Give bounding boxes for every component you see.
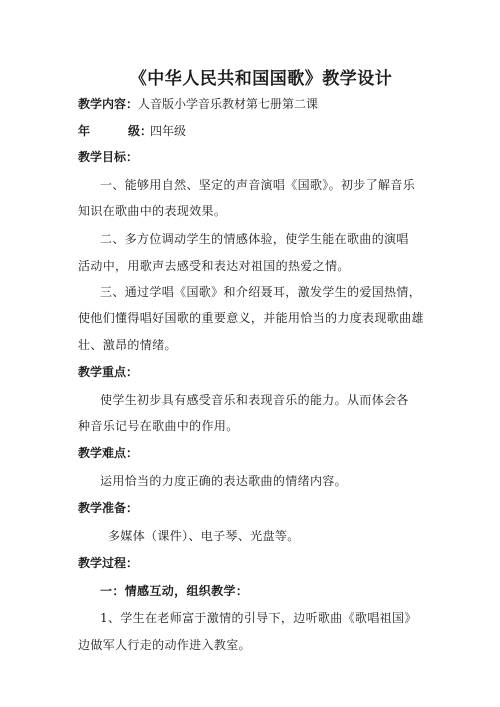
process-step-1-line-2: 边做军人行走的动作进入教室。 (78, 638, 251, 652)
difficulty-heading: 教学难点： (78, 446, 139, 460)
objectives-heading: 教学目标： (78, 150, 139, 164)
teaching-content-row (78, 96, 318, 112)
grade-row (78, 123, 186, 139)
objective-2-line-1: 二、多方位调动学生的情感体验，使学生能在歌曲的演唱 (100, 232, 409, 246)
grade-label (78, 123, 153, 139)
preparation-heading: 教学准备： (78, 501, 139, 515)
objective-3-line-1: 三、通过学唱《国歌》和介绍聂耳，激发学生的爱国热情， (100, 285, 422, 299)
process-step-1-heading: 一：情感互动，组织教学： (100, 584, 249, 598)
keypoint-heading: 教学重点： (78, 365, 139, 379)
teaching-content-label: 教学内容： (78, 97, 139, 111)
grade-label-char2: 级： (128, 124, 153, 138)
difficulty-line-1: 运用恰当的力度正确的表达歌曲的情绪内容。 (100, 474, 348, 488)
document-title: 《中华人民共和国国歌》教学设计 (129, 69, 393, 89)
objective-3-line-3: 壮、激昂的情绪。 (78, 338, 177, 352)
objective-2-line-2: 活动中，用歌声去感受和表达对祖国的热爱之情。 (78, 259, 350, 273)
teaching-content-value: 人音版小学音乐教材第七册第二课 (138, 97, 319, 111)
preparation-line-1: 多媒体（课件）、电子琴、光盘等。 (108, 529, 300, 543)
grade-value: 四年级 (150, 124, 187, 138)
process-heading: 教学过程： (78, 556, 139, 570)
keypoint-line-2: 种音乐记号在歌曲中的作用。 (78, 419, 239, 433)
objective-1-line-2: 知识在歌曲中的表现效果。 (78, 204, 227, 218)
grade-label-char1: 年 (78, 124, 91, 138)
process-step-1-line-1: 1、学生在老师富于激情的引导下，边听歌曲《歌唱祖国》 (100, 611, 417, 625)
keypoint-line-1: 使学生初步具有感受音乐和表现音乐的能力。从而体会各 (100, 393, 409, 407)
objective-3-line-2: 使他们懂得唱好国歌的重要意义，并能用恰当的力度表现歌曲雄 (78, 311, 424, 325)
objective-1-line-1: 一、能够用自然、坚定的声音演唱《国歌》。初步了解音乐 (100, 178, 416, 192)
